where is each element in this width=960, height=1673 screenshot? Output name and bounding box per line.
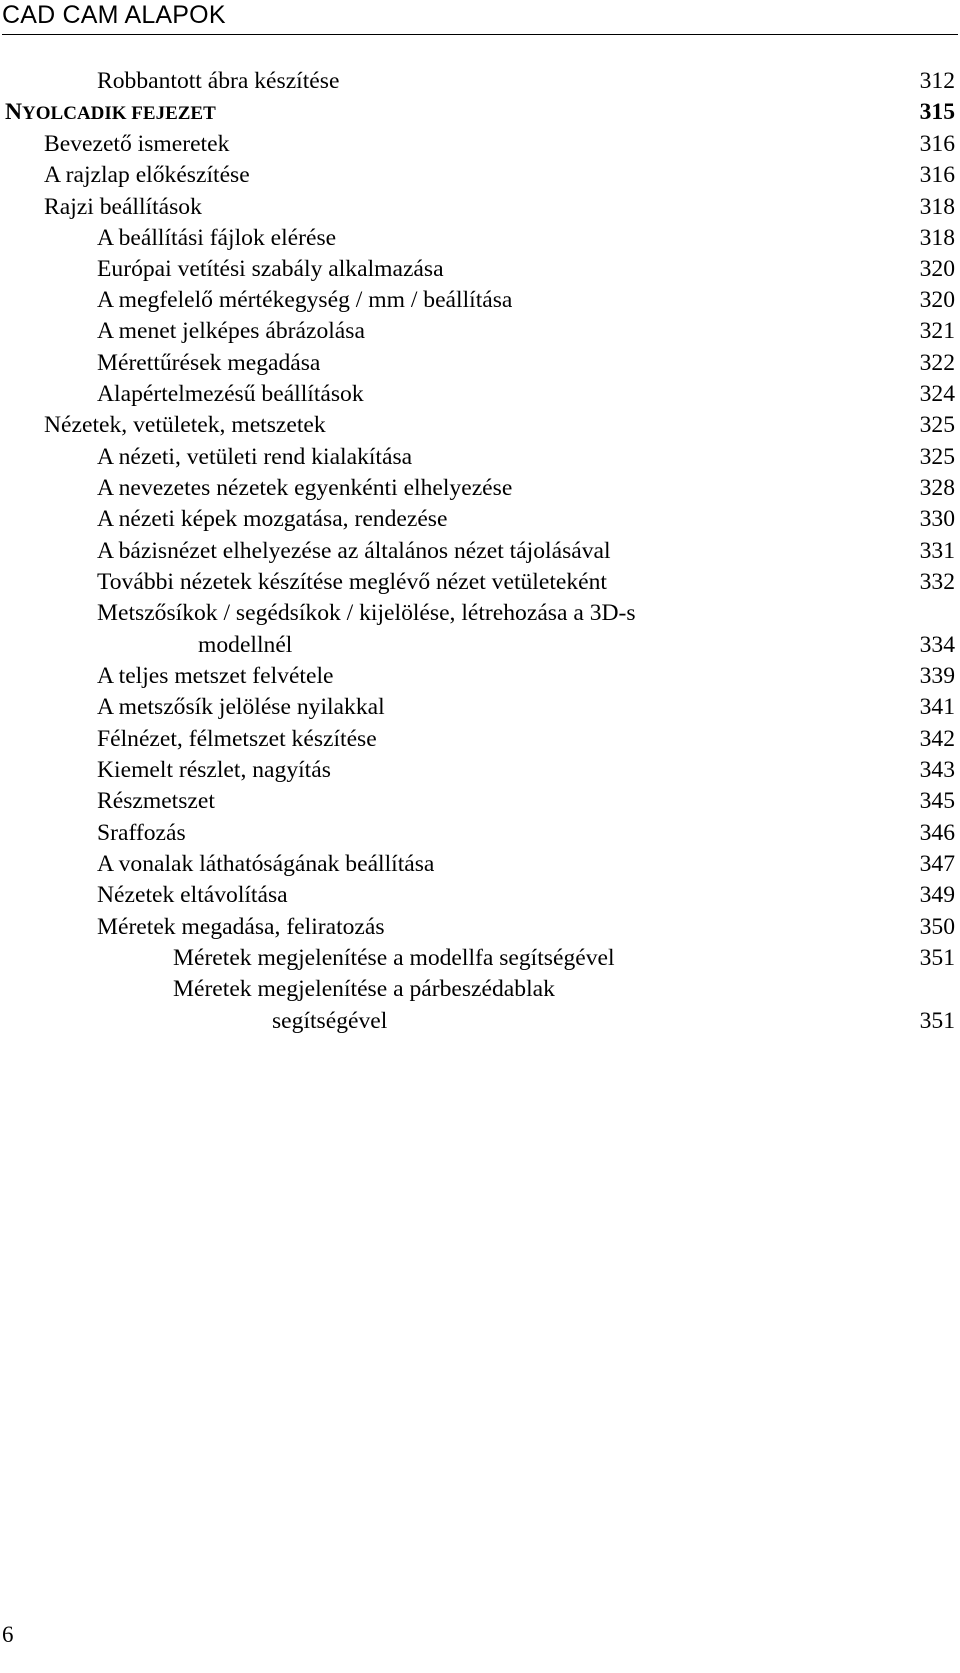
toc-chapter-title-rest: YOLCADIK FEJEZET <box>22 103 216 124</box>
toc-entry[interactable] <box>0 692 960 722</box>
toc-entry-page: 339 <box>919 663 955 689</box>
toc-entry[interactable] <box>0 786 960 816</box>
toc-entry[interactable] <box>0 442 960 472</box>
toc-entry-page: 350 <box>919 914 955 940</box>
toc-entry[interactable] <box>0 912 960 942</box>
toc-entry-title: A teljes metszet felvétele <box>97 663 334 689</box>
toc-chapter-page: 315 <box>919 99 955 125</box>
toc-entry-page: 318 <box>919 225 955 251</box>
toc-entry-title: Sraffozás <box>97 820 186 846</box>
page-number: 6 <box>2 1622 14 1647</box>
toc-entry[interactable] <box>0 192 960 222</box>
toc-entry[interactable] <box>0 818 960 848</box>
toc-entry[interactable] <box>0 724 960 754</box>
toc-entry[interactable] <box>0 410 960 440</box>
toc-entry-title: Részmetszet <box>97 788 215 814</box>
toc-entry[interactable] <box>0 849 960 879</box>
toc-entry-title: Rajzi beállítások <box>44 194 202 220</box>
toc-entry-title: A rajzlap előkészítése <box>44 162 250 188</box>
toc-entry-page: 330 <box>919 506 955 532</box>
toc-entry-continuation[interactable] <box>0 1006 960 1036</box>
toc-entry[interactable] <box>0 348 960 378</box>
toc-entry-page: 320 <box>919 256 955 282</box>
toc-entry-page: 331 <box>919 538 955 564</box>
toc-entry-page: 320 <box>919 287 955 313</box>
toc-entry-title: Metszősíkok / segédsíkok / kijelölése, létrehozása a 3D-s <box>97 600 636 626</box>
toc-entry[interactable] <box>0 661 960 691</box>
running-header: CAD CAM ALAPOK <box>2 1 226 29</box>
toc-entry-title: Nézetek eltávolítása <box>97 882 288 908</box>
toc-entry-title: A vonalak láthatóságának beállítása <box>97 851 435 877</box>
toc-entry[interactable] <box>0 316 960 346</box>
toc-entry[interactable] <box>0 66 960 96</box>
toc-entry-page: 351 <box>919 945 955 971</box>
toc-entry-title: A bázisnézet elhelyezése az általános nézet tájolásával <box>97 538 611 564</box>
toc-entry-title: A metszősík jelölése nyilakkal <box>97 694 385 720</box>
toc-entry-page: 312 <box>919 68 955 94</box>
toc-entry-title: segítségével <box>272 1008 388 1034</box>
toc-entry-title: A nézeti, vetületi rend kialakítása <box>97 444 413 470</box>
toc-entry[interactable] <box>0 880 960 910</box>
toc-entry[interactable] <box>0 943 960 973</box>
toc-entry[interactable] <box>0 160 960 190</box>
toc-entry[interactable] <box>0 473 960 503</box>
toc-entry-page: 342 <box>919 726 955 752</box>
toc-entry[interactable] <box>0 379 960 409</box>
toc-entry-page: 316 <box>919 162 955 188</box>
toc-chapter-title <box>5 97 216 129</box>
toc-entry-title: Méretek megjelenítése a párbeszédablak <box>173 976 555 1002</box>
toc-entry-title: A menet jelképes ábrázolása <box>97 318 365 344</box>
toc-entry-title: A beállítási fájlok elérése <box>97 225 337 251</box>
toc-entry-page: 322 <box>919 350 955 376</box>
toc-chapter-title-initial: N <box>5 99 23 125</box>
toc-entry-page: 328 <box>919 475 955 501</box>
toc-entry[interactable] <box>0 974 960 1004</box>
toc-entry-title: Európai vetítési szabály alkalmazása <box>97 256 444 282</box>
toc-entry[interactable] <box>0 129 960 159</box>
header-divider <box>2 34 958 35</box>
toc-entry[interactable] <box>0 223 960 253</box>
toc-entry-page: 347 <box>919 851 955 877</box>
toc-entry-title: Nézetek, vetületek, metszetek <box>44 412 326 438</box>
toc-entry-title: Kiemelt részlet, nagyítás <box>97 757 331 783</box>
toc-entry-page: 343 <box>919 757 955 783</box>
toc-entry-title: Robbantott ábra készítése <box>97 68 340 94</box>
toc-entry-page: 321 <box>919 318 955 344</box>
toc-entry-title: modellnél <box>198 632 293 658</box>
toc-entry-page: 334 <box>919 632 955 658</box>
toc-entry-page: 316 <box>919 131 955 157</box>
toc-entry-title: Bevezető ismeretek <box>44 131 230 157</box>
toc-entry-title: Alapértelmezésű beállítások <box>97 381 364 407</box>
toc-entry-page: 325 <box>919 412 955 438</box>
toc-entry-title: Méretek megjelenítése a modellfa segítségével <box>173 945 615 971</box>
toc-entry-page: 345 <box>919 788 955 814</box>
toc-entry-page: 332 <box>919 569 955 595</box>
toc-entry-page: 341 <box>919 694 955 720</box>
toc-entry[interactable] <box>0 536 960 566</box>
toc-entry-page: 325 <box>919 444 955 470</box>
toc-entry-page: 318 <box>919 194 955 220</box>
toc-entry-page: 346 <box>919 820 955 846</box>
toc-entry[interactable] <box>0 254 960 284</box>
toc-entry-title: A nevezetes nézetek egyenkénti elhelyezése <box>97 475 513 501</box>
toc-entry[interactable] <box>0 504 960 534</box>
toc-entry-continuation[interactable] <box>0 630 960 660</box>
toc-entry-title: Félnézet, félmetszet készítése <box>97 726 377 752</box>
toc-entry-page: 351 <box>919 1008 955 1034</box>
toc-entry[interactable] <box>0 598 960 628</box>
toc-entry[interactable] <box>0 285 960 315</box>
toc-entry-title: A nézeti képek mozgatása, rendezése <box>97 506 448 532</box>
toc-entry-title: Méretek megadása, feliratozás <box>97 914 385 940</box>
toc-entry[interactable] <box>0 567 960 597</box>
toc-entry-page: 349 <box>919 882 955 908</box>
toc-entry-title: A megfelelő mértékegység / mm / beállítása <box>97 287 513 313</box>
toc-entry[interactable] <box>0 755 960 785</box>
toc-entry-title: További nézetek készítése meglévő nézet vetületeként <box>97 569 607 595</box>
toc-entry-page: 324 <box>919 381 955 407</box>
toc-entry-title: Mérettűrések megadása <box>97 350 321 376</box>
toc-chapter-heading[interactable] <box>0 97 960 127</box>
